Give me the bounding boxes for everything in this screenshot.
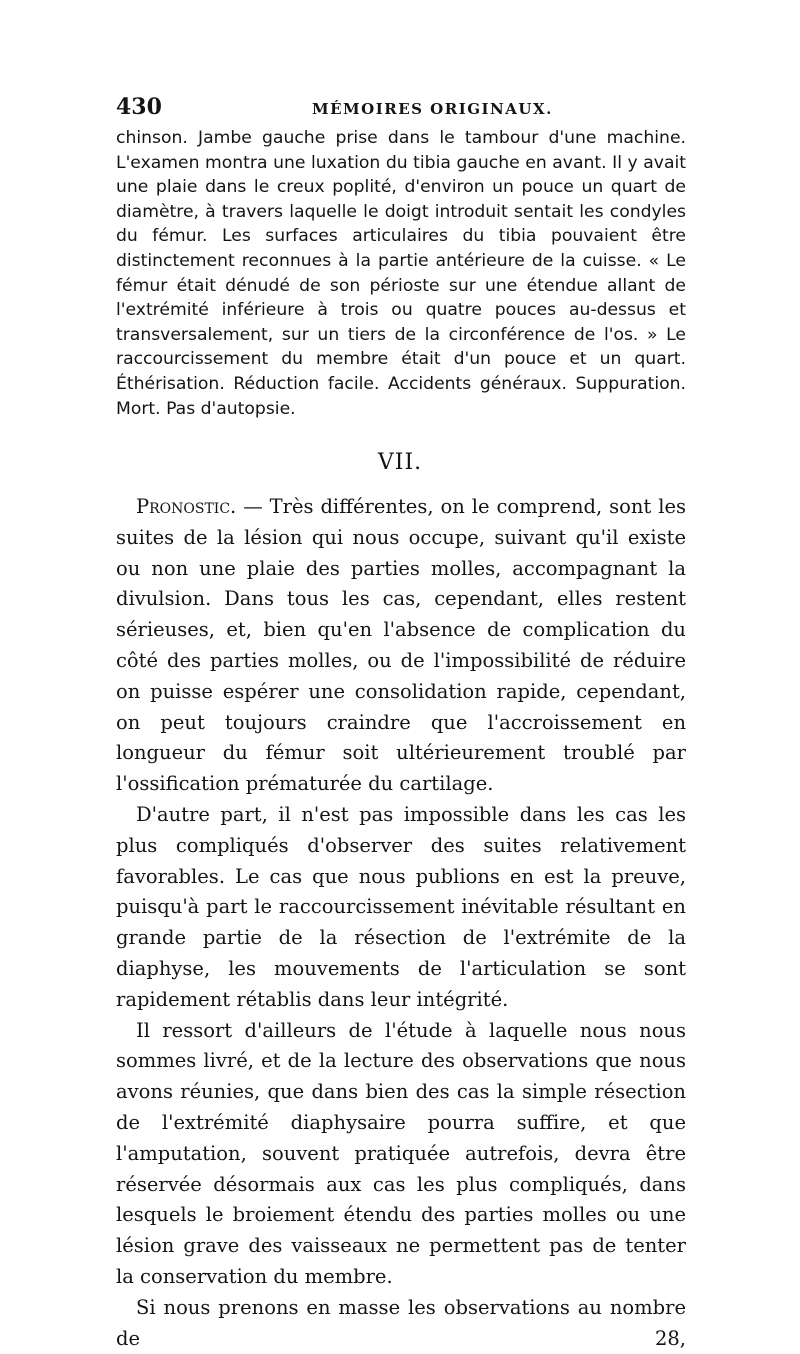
paragraph: Il ressort d'ailleurs de l'étude à laquelle nous nous sommes livré, et de la lecture des observations que nous avons réunies, que dans bien des cas la simple résection de l'extrémité diaphysaire pourra suffire, et que l'amputation, souvent pratiquée autrefois, devra être réservée désormais aux cas les plus compliqués, dans lesquels le broiement étendu des parties molles ou une lésion grave des vaisseaux ne permettent pas de tenter la conservation du membre.	[116, 1018, 686, 1288]
page-number: 430	[116, 94, 162, 120]
paragraph-text: — Très différentes, on le comprend, sont les suites de la lésion qui nous occupe, suivant qu'il existe ou non une plaie des parties molles, accompagnant la divulsion. Dans tous les cas, cependant, elles restent sérieuses, et, bien qu'en l'absence de complication du côté des parties molles, ou de l'impossibilité de réduire on puisse espérer une consolidation rapide, cependant, on peut toujours craindre que l'accroissement en longueur du fémur soit ultérieurement troublé par l'ossification prématurée du cartilage.	[116, 495, 686, 796]
case-report-text: chinson. Jambe gauche prise dans le tambour d'une machine. L'examen montra une luxation du tibia gauche en avant. Il y avait une plaie dans le creux poplité, d'environ un pouce un quart de diamètre, à travers laquelle le doigt introduit sentait les condyles du fémur. Les surfaces articulaires du tibia pouvaient être distinctement reconnues à la partie antérieure de la cuisse. « Le fémur était dénudé de son périoste sur une étendue allant de l'extrémité inférieure à trois ou quatre pouces au-dessus et transversalement, sur un tiers de la circonférence de l'os. » Le raccourcissement du membre était d'un pouce et un quart. Éthérisation. Réduction facile. Accidents généraux. Suppuration. Mort. Pas d'autopsie.	[116, 128, 686, 419]
page-header	[116, 94, 686, 124]
paragraph-prognosis	[116, 492, 686, 800]
paragraph: D'autre part, il n'est pas impossible dans les cas les plus compliqués d'observer des suites relativement favorables. Le cas que nous publions en est la preuve, puisqu'à part le raccourcissement inévitable résultant en grande partie de la résection de l'extrémite de la diaphyse, les mouvements de l'articulation se sont rapidement rétablis dans leur intégrité.	[116, 802, 686, 1011]
running-head: MÉMOIRES ORIGINAUX.	[312, 100, 553, 118]
case-report-block	[116, 126, 686, 421]
section-title: VII.	[377, 450, 423, 475]
prognosis-section	[116, 492, 686, 1354]
section-lead-word: Pronostic.	[136, 495, 237, 518]
paragraph-continued: Si nous prenons en masse les observations au nombre de 28,	[116, 1295, 686, 1350]
